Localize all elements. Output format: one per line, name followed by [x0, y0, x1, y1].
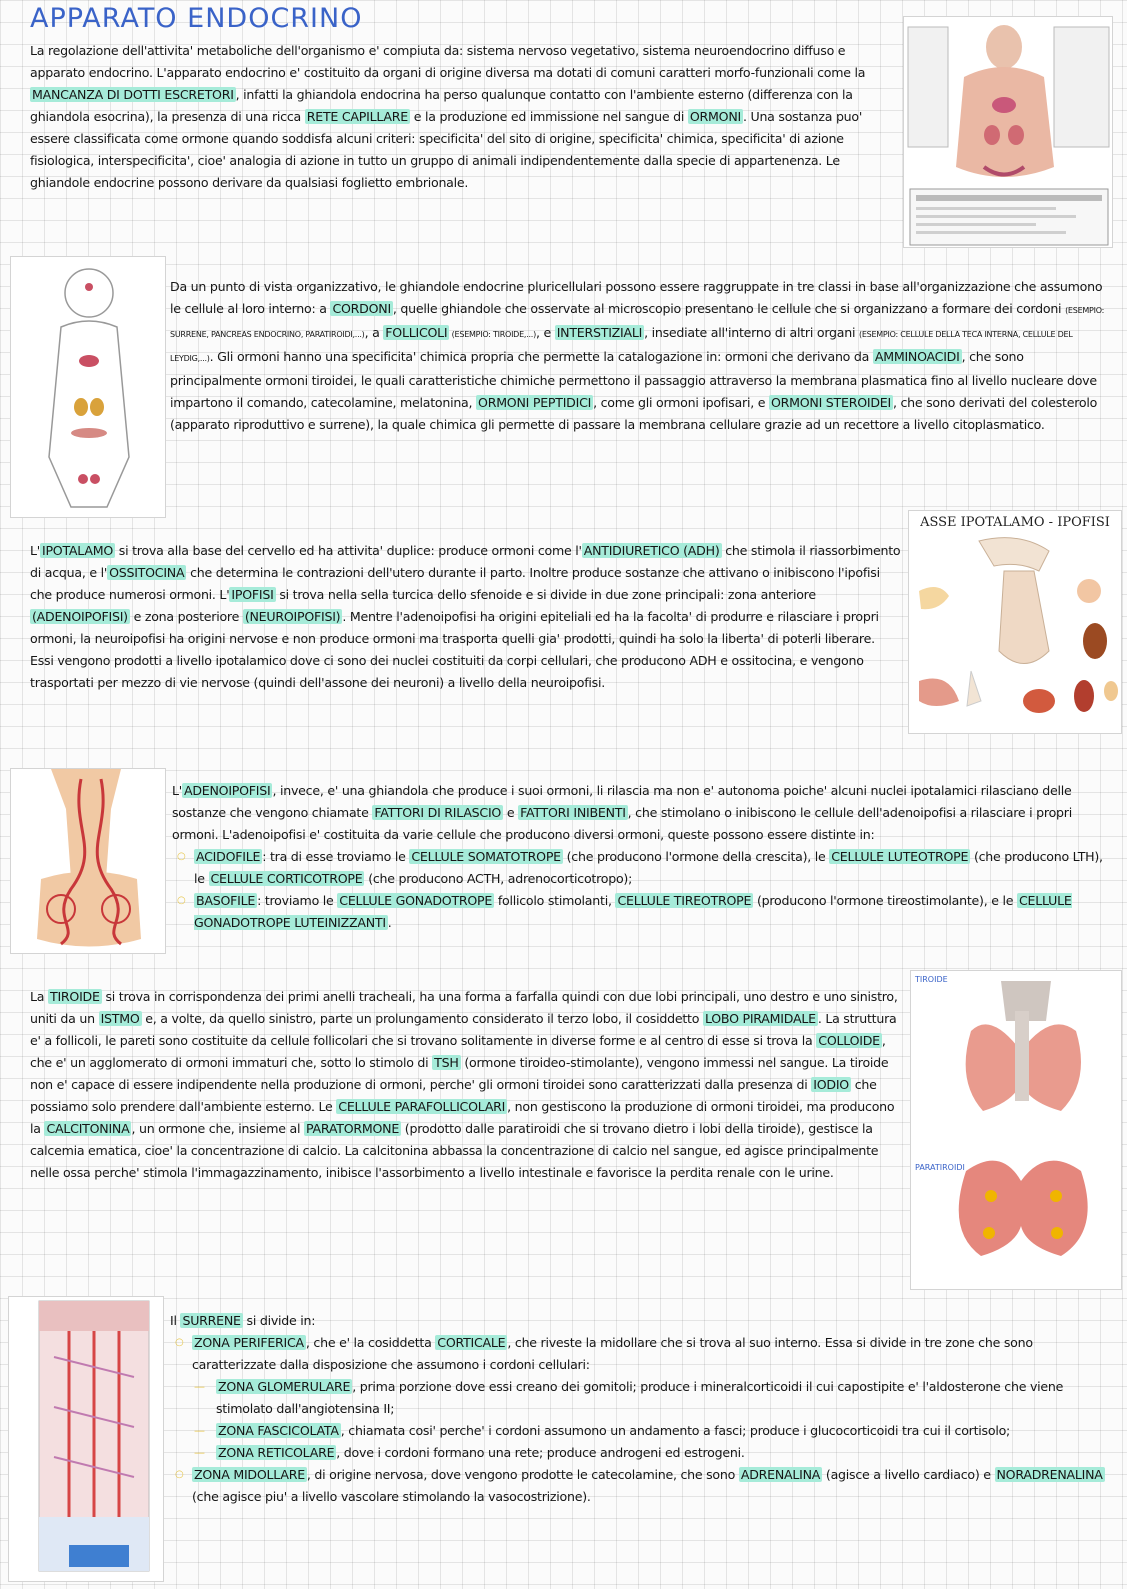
highlight-term: AMMINOACIDI	[874, 349, 960, 364]
highlight-term: PARATORMONE	[305, 1121, 400, 1136]
adrenal-intro: Il SURRENE si divide in:	[170, 1313, 316, 1328]
highlight-term: (NEUROIPOFISI)	[244, 609, 341, 624]
highlight-term: ISTMO	[100, 1011, 140, 1026]
list-item-basofile: ○ BASOFILE : troviamo le CELLULE GONADOTROPE follicolo stimolanti, CELLULE TIREOTROPE (producono l'ormone tireostimolante), e le CELLULE GONADOTROPE LUTEINIZZANTI .	[194, 890, 1114, 934]
figure-label: TIROIDE	[915, 975, 948, 984]
highlight-term: CELLULE PARAFOLLICOLARI	[338, 1099, 506, 1114]
endocrine-system-figure	[903, 16, 1113, 248]
highlight-term: TSH	[434, 1055, 459, 1070]
highlight-term: ADENOIPOFISI	[183, 783, 271, 798]
highlight-term: ORMONI	[689, 109, 741, 124]
pituitary-axis-illustration	[909, 511, 1122, 734]
figure-label: PARATIROIDI	[915, 1163, 965, 1172]
highlight-term: INTERSTIZIALI	[556, 325, 643, 340]
cell-types-list	[172, 846, 1114, 934]
intro-paragraph: La regolazione dell'attivita' metaboliche dell'organismo e' compiuta da: sistema nervoso vegetativo, sistema neuroendocrino diffuso e apparato endocrino. L'apparato endocrino e' costituito da organi di origine diversa ma dotati di comuni caratteri morfo-funzionali come la MANCANZA DI DOTTI ESCRETORI , infatti la ghiandola endocrina ha perso qualunque contatto con l'ambiente esterno (differenza con la ghiandola esocrina), la presenza di una ricca RETE CAPILLARE e la produzione ed immissione nel sangue di ORMONI . Una sostanza puo' essere classificata come ormone quando soddisfa alcuni criteri: specificita' del sito di origine, specificita' chimica, specificita' di azione fisiologica, interspecificita', cioe' analogia di azione in tutto un gruppo di animali indipendentemente dalla specie di appartenenza. Le ghiandole endocrine possono derivare da qualsiasi foglietto embrionale.	[30, 43, 866, 190]
highlight-term: ORMONI STEROIDEI	[770, 395, 891, 410]
thyroid-illustration	[911, 971, 1122, 1290]
highlight-term: MANCANZA DI DOTTI ESCRETORI	[32, 87, 234, 102]
highlight-term: RETE CAPILLARE	[306, 109, 408, 124]
list-item-reticolare: — ZONA RETICOLARE , dove i cordoni formano una rete; produce androgeni ed estrogeni.	[216, 1442, 1118, 1464]
list-item-acidofile: ○ ACIDOFILE : tra di esse troviamo le CELLULE SOMATOTROPE (che producono l'ormone della crescita), le CELLULE LUTEOTROPE (che producono LTH), le CELLULE CORTICOTROPE (che producono ACTH, adrenocorticotropo);	[194, 846, 1114, 890]
adrenal-layers-illustration	[9, 1297, 164, 1582]
adenohypophysis-paragraph: L' ADENOIPOFISI , invece, e' una ghiandola che produce i suoi ormoni, li rilascia ma non e' autonoma poiche' alcuni nuclei ipotalamici rilasciano delle sostanze che vengono chiamate FATTORI DI RILASCIO e FATTORI INIBENTI , che stimolano o inibiscono le cellule dell'adenoipofisi a rilasciare i propri ormoni. L'adenoipofisi e' costituita da varie cellule che producono diversi ormoni, queste possono essere distinte in:	[172, 783, 1072, 842]
highlight-term: FATTORI INIBENTI	[520, 805, 626, 820]
list-item-zona-midollare: ○ ZONA MIDOLLARE , di origine nervosa, dove vengono prodotte le catecolamine, che sono ADRENALINA (agisce a livello cardiaco) e NORADRENALINA (che agisce piu' a livello vascolare stimolando la vasocostrizione).	[192, 1464, 1118, 1508]
body-outline-illustration	[11, 257, 166, 518]
highlight-term: FATTORI DI RILASCIO	[374, 805, 502, 820]
highlight-term: FOLLICOLI	[385, 325, 448, 340]
hypothalamus-pituitary-figure	[908, 510, 1122, 734]
thyroid-paragraph: La TIROIDE si trova in corrispondenza dei primi anelli tracheali, ha una forma a farfalla quindi con due lobi principali, uno destro e uno sinistro, uniti da un ISTMO e, a volte, da quello sinistro, parte un prolungamento considerato il terzo lobo, il cosiddetto LOBO PIRAMIDALE . La struttura e' a follicoli, le pareti sono costituite da cellule follicolari che si trovano solitamente in diverse forme e al centro di esse si trova la COLLOIDE , che e' un agglomerato di ormoni immaturi che, sotto lo stimolo di TSH (ormone tiroideo-stimolante), vengono immessi nel sangue. La tiroide non e' capace di essere indipendente nella produzione di ormoni, perche' gli ormoni tiroidei sono caratterizzati dalla presenza di IODIO che possiamo solo prendere dall'ambiente esterno. Le CELLULE PARAFOLLICOLARI , non gestiscono la produzione di ormoni tiroidei, ma producono la CALCITONINA , un ormone che, insieme al PARATORMONE (prodotto dalle paratiroidi che si trovano dietro i lobi della tiroide), gestisce la calcemia ematica, cioe' la concentrazione di calcio. La calcitonina abbassa la concentrazione di calcio nel sangue, ed agisce principalmente nelle ossa perche' stimola l'immagazzinamento, inibisce l'assorbimento a livello intestinale e favorisce la perdita renale con le urine.	[30, 989, 898, 1180]
cortical-zones-list	[192, 1376, 1118, 1464]
thyroid-figure	[910, 970, 1122, 1290]
adrenal-zones-list	[170, 1332, 1118, 1508]
hypothalamus-paragraph: L' IPOTALAMO si trova alla base del cervello ed ha attivita' duplice: produce ormoni come l' ANTIDIURETICO (ADH) che stimola il riassorbimento di acqua, e l' OSSITOCINA che determina le contrazioni dell'utero durante il parto. Inoltre produce sostanze che attivano o inibiscono l'ipofisi che produce numerosi ormoni. L' IPOFISI si trova nella sella turcica dello sfenoide e si divide in due zone principali: zona anteriore (ADENOIPOFISI) e zona posteriore (NEUROIPOFISI) . Mentre l'adenoipofisi ha origini epiteliali ed ha la facolta' di produrre e rilasciare i propri ormoni, la neuroipofisi ha origini nervose e non produce ormoni ma trasporta quelli gia' prodotti, quindi ha solo la liberta' di poterli liberare. Essi vengono prodotti a livello ipotalamico dove ci sono dei nuclei costituiti da corpi cellulari, che producono ADH e ossitocina, e vengono trasportati per mezzo di vie nervose (quindi dell'assone dei neuroni) a livello della neuroipofisi.	[30, 543, 901, 690]
adrenal-section	[170, 1310, 1118, 1508]
highlight-term: LOBO PIRAMIDALE	[704, 1011, 816, 1026]
adenohypophysis-section	[172, 780, 1114, 934]
figure-title: ASSE IPOTALAMO - IPOFISI	[920, 515, 1110, 530]
list-item-glomerulare: — ZONA GLOMERULARE , prima porzione dove essi creano dei gomitoli; produce i mineralcorticoidi il cui capostipite e' l'aldosterone che viene stimolato dall'angiotensina II;	[216, 1376, 1118, 1420]
highlight-term: TIROIDE	[50, 989, 100, 1004]
highlight-term: IPOFISI	[231, 587, 274, 602]
list-item-fascicolata: — ZONA FASCICOLATA , chiamata cosi' perche' i cordoni assumono un andamento a fasci; produce i glucocorticoidi tra cui il cortisolo;	[216, 1420, 1118, 1442]
list-item-zona-periferica: ○ ZONA PERIFERICA , che e' la cosiddetta CORTICALE , che riveste la midollare che si trova al suo interno. Essa si divide in tre zone che sono caratterizzate dalla disposizione che assumono i cordoni cellulari: — ZONA GLOMERULARE , prima porzione dove essi creano dei gomitoli; produce i mineralcorticoidi il cui capostipite e' l'aldosterone che viene stimolato dall'angiotensina II; — ZONA FASCICOLATA , chiamata cosi' perche' i cordoni assumono un andamento a fasci; produce i glucocorticoidi tra cui il cortisolo; — ZONA RETICOLARE , dove i cordoni formano una rete; produce androgeni ed estrogeni.	[192, 1332, 1118, 1464]
highlight-term: IODIO	[813, 1077, 849, 1092]
endocrine-body-illustration	[904, 17, 1113, 248]
page-title: APPARATO ENDOCRINO	[30, 3, 363, 34]
highlight-term: (ADENOIPOFISI)	[32, 609, 128, 624]
portal-vessels-illustration	[11, 769, 166, 954]
adrenal-section-figure	[8, 1296, 164, 1582]
classes-paragraph: Da un punto di vista organizzativo, le ghiandole endocrine pluricellulari possono essere raggruppate in tre classi in base all'organizzazione che assumono le cellule al loro interno: a CORDONI , quelle ghiandole che osservate al microscopio presentano le cellule che si organizzano a formare dei cordoni (ESEMPIO: SURRENE, PANCREAS ENDOCRINO, PARATIROIDI,...), a FOLLICOLI (ESEMPIO: TIROIDE,...), e INTERSTIZIALI , insediate all'interno di altri organi (ESEMPIO: CELLULE DELLA TECA INTERNA, CELLULE DEL LEYDIG,...). Gli ormoni hanno una specificita' chimica propria che permette la catalogazione in: ormoni che derivano da AMMINOACIDI , che sono principalmente ormoni tiroidei, le quali caratteristiche chimiche permettono il passaggio attraverso la membrana plasmatica fino al livello nucleare dove impartono il comando, catecolamine, melatonina, ORMONI PEPTIDICI , come gli ormoni ipofisari, e ORMONI STEROIDEI , che sono derivati del colesterolo (apparato riproduttivo e surrene), la quale chimica gli permette di passare la membrana cellulare grazie ad un recettore a livello citoplasmatico.	[170, 279, 1105, 432]
highlight-term: OSSITOCINA	[109, 565, 185, 580]
highlight-term: SURRENE	[182, 1313, 241, 1328]
body-glands-figure	[10, 256, 166, 518]
highlight-term: ORMONI PEPTIDICI	[478, 395, 592, 410]
highlight-term: COLLOIDE	[818, 1033, 880, 1048]
highlight-term: ANTIDIURETICO (ADH)	[583, 543, 720, 558]
highlight-term: CALCITONINA	[46, 1121, 130, 1136]
pituitary-portal-figure	[10, 768, 166, 954]
highlight-term: CORDONI	[332, 301, 391, 316]
highlight-term: IPOTALAMO	[41, 543, 113, 558]
